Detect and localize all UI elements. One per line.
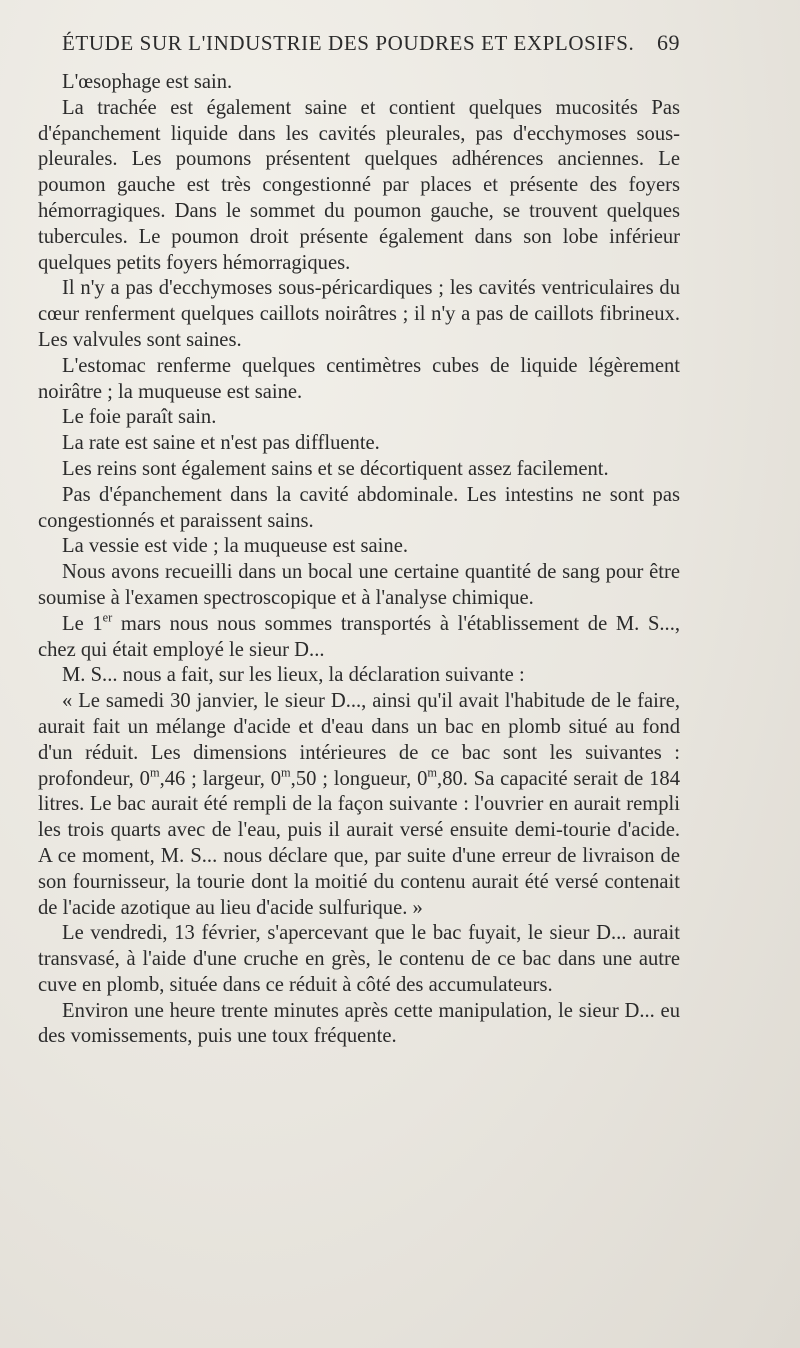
ordinal-superscript: er [102,610,113,625]
date-after: mars nous nous sommes transportés à l'établissement de M. S..., chez qui était employé le sieur D... [38,612,681,661]
unit-superscript: m [149,764,160,779]
quote-text: ,46 ; largeur, 0 [159,767,282,790]
page-number: 69 [657,30,680,55]
paragraph: L'œsophage est sain. [62,71,233,93]
paragraph: M. S... nous a fait, sur les lieux, la déclaration suivante : [62,664,525,687]
paragraph: La vessie est vide ; la muqueuse est saine. [62,535,408,558]
paragraph: Pas d'épanchement dans la cavité abdominale. Les intestins ne sont pas congestionnés et paraissent sains. [38,483,680,532]
quote-text: ,50 ; longueur, 0 [290,767,428,790]
unit-superscript: m [281,764,291,779]
paragraph: Il n'y a pas d'ecchymoses sous-péricardiques ; les cavités ventriculaires du cœur renferment quelques caillots noirâtres ; il n'y a pas de caillots fibrineux. Les valvules sont saines. [38,277,680,351]
quote-paragraph [38,689,680,921]
paragraph: La trachée est également saine et contient quelques mucosités Pas d'épanchement liquide dans les cavités pleurales, pas d'ecchymoses sous-pleurales. Les poumons présentent quelques adhérences anciennes. Le poumon gauche est très congestionné par places et présente des foyers hémorragiques. Dans le sommet du poumon gauche, se trouvent quelques tubercules. Le poumon droit présente également dans son lobe inférieur quelques petits foyers hémorragiques. [38,96,680,274]
date-before: Le 1 [62,612,103,635]
quote-text: « Le samedi 30 janvier, le sieur D..., ainsi qu'il avait l'habitude de le faire, aurait fait un mélange d'acide et d'eau dans un bac en plomb situé au fond d'un réduit. Les dimensions intérieures de ce bac sont les suivantes : profondeur, 0 [38,690,680,790]
paragraph: La rate est saine et n'est pas diffluente. [62,432,380,455]
quote-text: ,80. Sa capacité serait de 184 litres. Le bac aurait été rempli de la façon suivante : l'ouvrier en aurait rempli les trois quarts avec de l'eau, puis il aurait versé ensuite demi-tourie d'acide. A ce moment, M. S... nous déclare que, par suite d'une erreur de livraison de son fournisseur, la tourie dont la moitié du contenu aurait été versé contenait de l'acide azotique au lieu d'acide sulfurique. » [38,767,680,919]
date-paragraph [38,612,680,664]
body-text [38,70,680,1050]
paragraph: Le foie paraît sain. [62,406,217,429]
running-head-title: ÉTUDE SUR L'INDUSTRIE DES POUDRES ET EXPLOSIFS. [62,31,635,55]
paragraph: Nous avons recueilli dans un bocal une certaine quantité de sang pour être soumise à l'examen spectroscopique et à l'analyse chimique. [38,561,680,609]
unit-superscript: m [427,764,438,779]
paragraph: Environ une heure trente minutes après cette manipulation, le sieur D... eu des vomissements, puis une toux fréquente. [38,999,680,1048]
paragraph: L'estomac renferme quelques centimètres cubes de liquide légèrement noirâtre ; la muqueuse est saine. [38,354,680,403]
paragraph: Les reins sont également sains et se décortiquent assez facilement. [62,457,609,480]
paragraph: Le vendredi, 13 février, s'apercevant que le bac fuyait, le sieur D... aurait transvasé, à l'aide d'une cruche en grès, le contenu de ce bac dans une autre cuve en plomb, située dans ce réduit à côté des accumulateurs. [38,922,680,996]
running-head [62,30,680,70]
text-block [38,30,680,1050]
